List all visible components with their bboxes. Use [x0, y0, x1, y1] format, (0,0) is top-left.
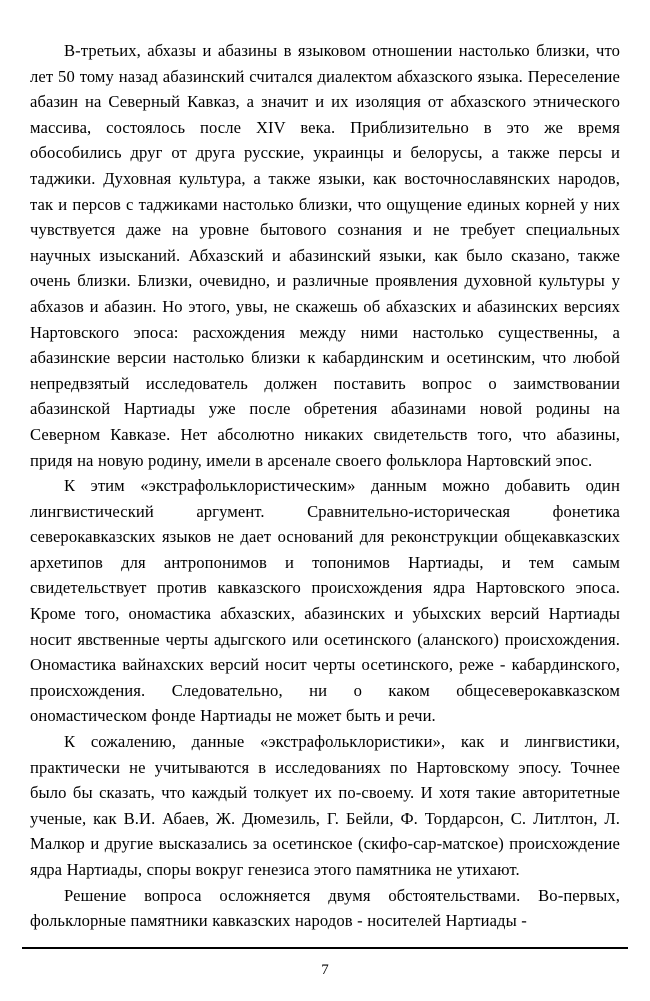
paragraph-3: К сожалению, данные «экстрафольклористики», как и лингвистики, практически не учитываются в исследованиях по Нартовскому эпосу. Точнее было бы сказать, что каждый толкует их по-своему. И хотя такие авторитетные ученые, как В.И. Абаев, Ж. Дюмезиль, Г. Бейли, Ф. Тордарсон, С. Литлтон, Л. Малкор и другие высказались за осетинское (скифо-сар-матское) происхождение ядра Нартиады, споры вокруг генезиса этого памятника не утихают. — [30, 732, 620, 879]
paragraph-1: В-третьих, абхазы и абазины в языковом отношении настолько близки, что лет 50 тому назад абазинский считался диалектом абхазского языка. Переселение абазин на Северный Кавказ, а значит и их изоляция от абхазского этнического массива, состоялось после XIV века. Приблизительно в это же время обособились друг от друга русские, украинцы и белорусы, а также персы и таджики. Духовная культура, а также языки, как восточнославянских народов, так и персов с таджиками настолько близки, что ощущение единых корней у них чувствуется даже на уровне бытового сознания и не требует специальных научных изысканий. Абхазский и абазинский языки, как было сказано, также очень близки. Близки, очевидно, и различные проявления духовной культуры у абхазов и абазин. Но этого, увы, не скажешь об абхазских и абазинских версиях Нартовского эпоса: расхождения между ними настолько существенны, а абазинские версии настолько близки к кабардинским и осетинским, что любой непредвзятый исследователь должен поставить вопрос о заимствовании абазинской Нартиады уже после обретения абазинами новой родины на Северном Кавказе. Нет абсолютно никаких свидетельств того, что абазины, придя на новую родину, имели в арсенале своего фольклора Нартовский эпос. — [30, 41, 620, 470]
footer-divider — [22, 947, 628, 949]
paragraph-4: Решение вопроса осложняется двумя обстоятельствами. Во-первых, фольклорные памятники кавказских народов - носителей Нартиады - — [30, 885, 620, 931]
paragraph-2: К этим «экстрафольклористическим» данным можно добавить один лингвистический аргумент. Сравнительно-историческая фонетика северокавказских языков не дает оснований для реконструкции общекавказских архетипов для антропонимов и топонимов Нартиады, и тем самым свидетельствует против кавказского происхождения ядра Нартовского эпоса. Кроме того, ономастика абхазских, абазинских и убыхских версий Нартиады носит явственные черты адыгского или осетинского (аланского) происхождения. Ономастика вайнахских версий носит черты осетинского, реже - кабардинского, происхождения. Следовательно, ни о каком общесеверокавказском ономастическом фонде Нартиады не может быть и речи. — [30, 476, 620, 726]
page-body — [30, 38, 620, 934]
page-number: 7 — [321, 962, 329, 978]
